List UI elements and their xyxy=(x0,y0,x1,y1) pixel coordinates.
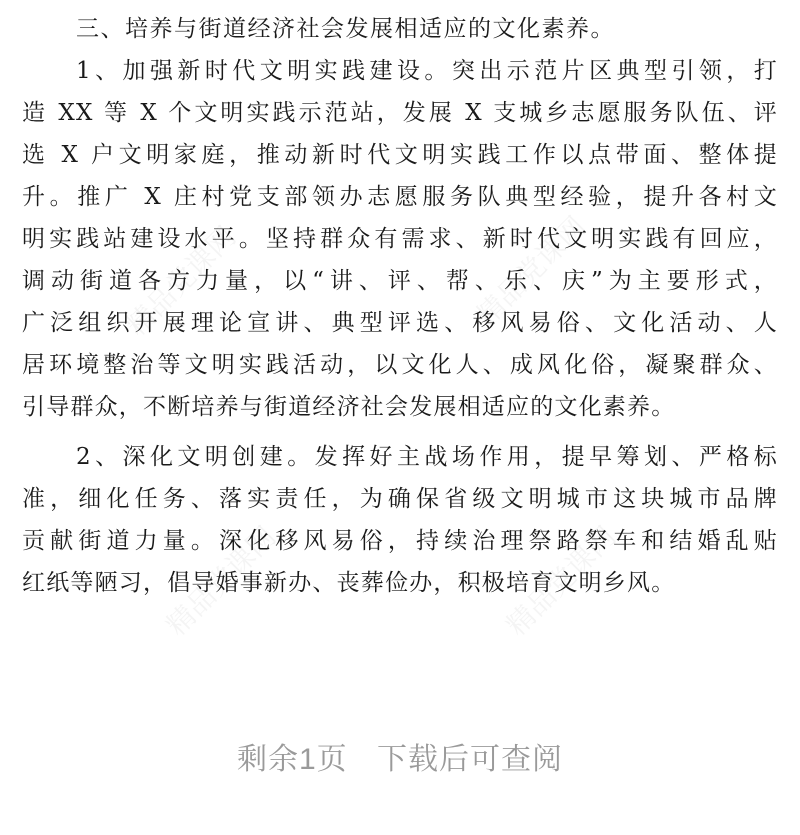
paragraph-line: 明实践站建设水平。坚持群众有需求、新时代文明实践有回应， xyxy=(22,226,778,252)
watermark: 精品党课网 xyxy=(499,519,623,643)
paragraph-line: 1、加强新时代文明实践建设。突出示范片区典型引领，打 xyxy=(76,58,778,84)
remaining-pages-text: 剩余1页 xyxy=(236,743,348,776)
paragraph-line: 升。推广 X 庄村党支部领办志愿服务队典型经验，提升各村文 xyxy=(22,184,778,210)
download-notice xyxy=(0,734,800,778)
paragraph-line: 准，细化任务、落实责任，为确保省级文明城市这块城市品牌 xyxy=(22,486,778,512)
document-body xyxy=(22,8,778,604)
paragraph-line: 贡献街道力量。深化移风易俗，持续治理祭路祭车和结婚乱贴 xyxy=(22,528,778,554)
paragraph-line: 引导群众，不断培养与街道经济社会发展相适应的文化素养。 xyxy=(22,394,676,420)
download-hint-text: 下载后可查阅 xyxy=(377,743,564,776)
paragraph-2 xyxy=(22,436,778,604)
watermark: 精品党课网 xyxy=(119,219,243,343)
paragraph-line: 居环境整治等文明实践活动，以文化人、成风化俗，凝聚群众、 xyxy=(22,352,778,378)
paragraph-1 xyxy=(22,50,778,428)
paragraph-line: 选 X 户文明家庭，推动新时代文明实践工作以点带面、整体提 xyxy=(22,142,778,168)
paragraph-line: 广泛组织开展理论宣讲、典型评选、移风易俗、文化活动、人 xyxy=(22,310,778,336)
paragraph-line: 红纸等陋习，倡导婚事新办、丧葬俭办，积极培育文明乡风。 xyxy=(22,570,676,596)
paragraph-line: 2、深化文明创建。发挥好主战场作用，提早筹划、严格标 xyxy=(76,444,778,470)
watermark: 精品党课网 xyxy=(159,519,283,643)
watermark: 精品党课网 xyxy=(469,209,593,333)
paragraph-line: 造 XX 等 X 个文明实践示范站，发展 X 支城乡志愿服务队伍、评 xyxy=(22,100,778,126)
paragraph-line: 调动街道各方力量，以“讲、评、帮、乐、庆”为主要形式， xyxy=(22,268,778,294)
section-heading: 三、培养与街道经济社会发展相适应的文化素养。 xyxy=(76,16,615,42)
